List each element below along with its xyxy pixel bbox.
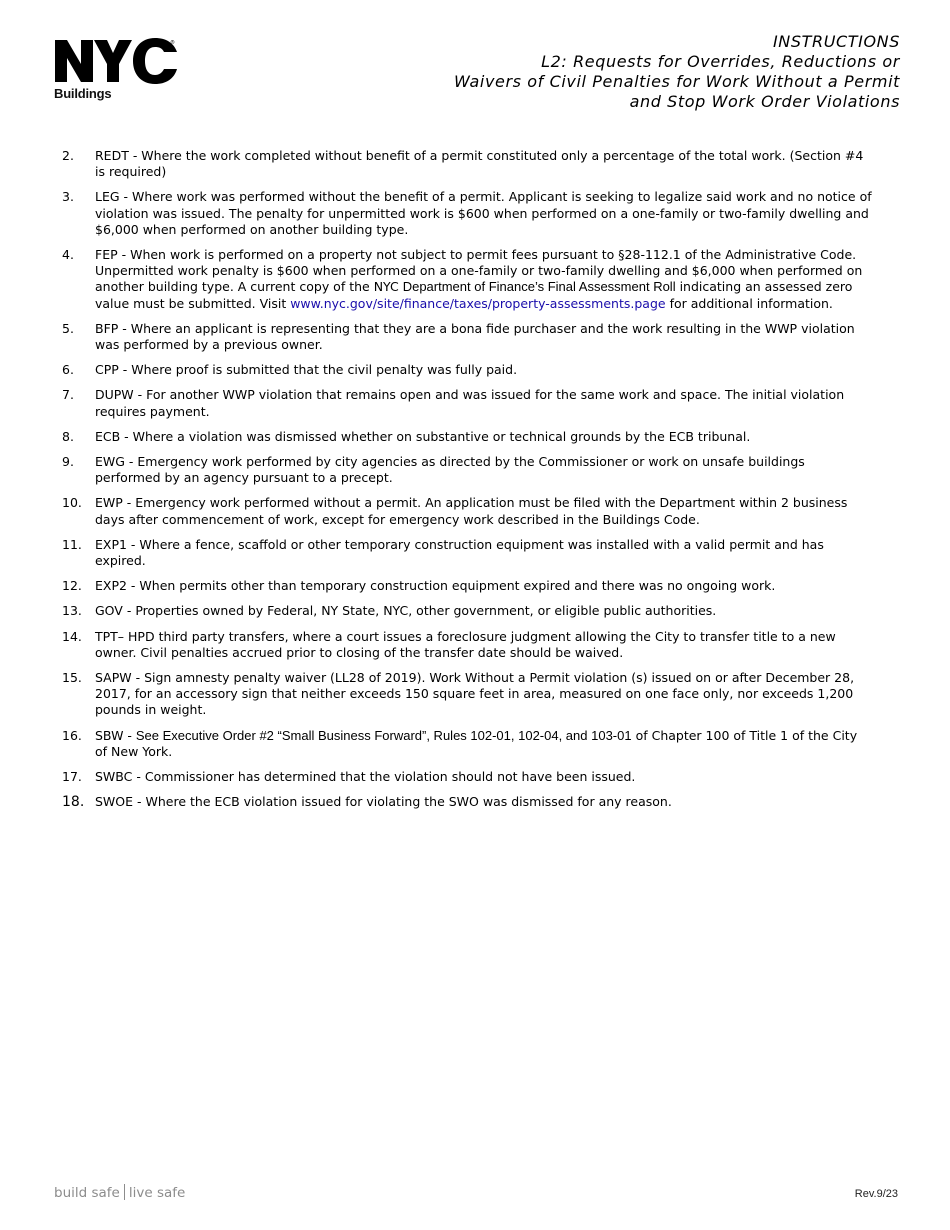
list-item <box>62 387 872 419</box>
header-subtitle-line1: L2: Requests for Overrides, Reductions or <box>541 52 900 71</box>
list-item <box>62 247 872 312</box>
item-number: 11. <box>62 536 82 552</box>
item-number: 4. <box>62 247 74 263</box>
footer-tagline <box>54 1184 185 1201</box>
item-text-part: SBW - <box>95 727 136 743</box>
item-text: DUPW - For another WWP violation that remains open and was issued for the same work and space. The initial violation requires payment. <box>95 387 845 419</box>
list-item <box>62 537 872 569</box>
item-text-part: indicating an assessed zero value must be submitted. Visit <box>95 279 853 311</box>
header-subtitle-line2: Waivers of Civil Penalties for Work Without a Permit <box>453 72 900 91</box>
item-text: SAPW - Sign amnesty penalty waiver (LL28 of 2019). Work Without a Permit violation (s) issued on or after December 28, 2017, for an accessory sign that neither exceeds 150 square feet in area, measured on one face only, nor exceeds 1,200 pounds in weight. <box>95 670 855 718</box>
tagline-live-safe: live safe <box>128 1185 186 1201</box>
item-number: 17. <box>62 769 82 785</box>
list-item <box>62 794 872 810</box>
item-text <box>95 247 872 312</box>
list-item <box>62 578 872 594</box>
item-number: 10. <box>62 495 82 511</box>
logo-subtitle: Buildings <box>54 86 112 101</box>
list-item <box>62 429 872 445</box>
item-text: CPP - Where proof is submitted that the civil penalty was fully paid. <box>95 362 518 378</box>
item-text: EXP2 - When permits other than temporary construction equipment expired and there was no ongoing work. <box>95 578 776 594</box>
item-text <box>95 728 872 760</box>
list-item <box>62 321 872 353</box>
item-text-part: of Chapter 100 of Title 1 of the City of New York. <box>95 727 858 759</box>
list-item <box>62 454 872 486</box>
list-item <box>62 670 872 719</box>
item-text: REDT - Where the work completed without benefit of a permit constituted only a percentage of the total work. (Section #4 is required) <box>95 148 864 180</box>
svg-text:®: ® <box>170 40 175 46</box>
item-number: 14. <box>62 628 82 644</box>
header-title: INSTRUCTIONS <box>772 32 900 51</box>
item-text: SWOE - Where the ECB violation issued for violating the SWO was dismissed for any reason. <box>95 794 672 810</box>
item-text-part: FEP - When work is performed on a property not subject to permit fees pursuant to §28-112.1 of the Administrative Code. Unpermitted work penalty is $600 when performed on a one-family or two-family dwelling and $6,000 when performed on another building type. A current copy of the NYC <box>95 247 863 295</box>
finance-roll-reference: Department of Finance’s Final Assessment Roll <box>402 279 676 295</box>
list-item <box>62 148 872 180</box>
tagline-build-safe: build safe <box>54 1185 120 1201</box>
revision-label: Rev.9/23 <box>854 1188 898 1200</box>
item-text: ECB - Where a violation was dismissed whether on substantive or technical grounds by the ECB tribunal. <box>95 428 751 444</box>
item-number: 8. <box>62 428 74 444</box>
item-number: 13. <box>62 603 82 619</box>
property-assessments-link[interactable]: www.nyc.gov/site/finance/taxes/property-assessments.page <box>290 295 666 311</box>
item-text-part: for additional information. <box>665 295 833 311</box>
item-text: GOV - Properties owned by Federal, NY State, NYC, other government, or eligible public authorities. <box>95 603 717 619</box>
item-text: EXP1 - Where a fence, scaffold or other temporary construction equipment was installed with a valid permit and has expired. <box>95 536 824 569</box>
list-item <box>62 495 872 527</box>
item-number: 7. <box>62 387 74 403</box>
item-number: 6. <box>62 362 74 378</box>
header-subtitle-line3: and Stop Work Order Violations <box>629 92 900 111</box>
nyc-logo-wordmark <box>54 38 178 84</box>
list-item <box>62 629 872 661</box>
item-number: 18. <box>62 794 85 811</box>
item-number: 15. <box>62 670 82 686</box>
item-text: BFP - Where an applicant is representing that they are a bona fide purchaser and the work resulting in the WWP violation was performed by a previous owner. <box>95 320 855 353</box>
item-text: EWP - Emergency work performed without a permit. An application must be filed with the Department within 2 business days after commencement of work, except for emergency work described in the Buildings Code. <box>95 495 848 527</box>
instruction-list <box>62 148 872 820</box>
item-number: 5. <box>62 320 74 336</box>
item-number: 3. <box>62 189 74 205</box>
item-text: EWG - Emergency work performed by city agencies as directed by the Commissioner or work on unsafe buildings performed by an agency pursuant to a precept. <box>95 454 805 486</box>
item-number: 9. <box>62 454 74 470</box>
item-text: TPT– HPD third party transfers, where a court issues a foreclosure judgment allowing the City to transfer title to a new owner. Civil penalties accrued prior to closing of the transfer date should be waived. <box>95 628 836 660</box>
list-item <box>62 362 872 378</box>
item-text: SWBC - Commissioner has determined that the violation should not have been issued. <box>95 769 636 785</box>
item-number: 2. <box>62 148 74 163</box>
nyc-buildings-logo <box>54 38 178 84</box>
item-number: 12. <box>62 578 82 594</box>
item-text: LEG - Where work was performed without the benefit of a permit. Applicant is seeking to legalize said work and no notice of violation was issued. The penalty for unpermitted work is $600 when performed on a one-family or two-family dwelling and $6,000 when performed on another building type. <box>95 189 872 237</box>
list-item <box>62 603 872 619</box>
list-item <box>62 728 872 760</box>
item-number: 16. <box>62 727 82 743</box>
list-item <box>62 189 872 238</box>
document-header <box>380 32 900 112</box>
tagline-divider <box>124 1184 125 1200</box>
executive-order-reference: See Executive Order #2 “Small Business Forward”, Rules 102-01, 102-04, and 103-01 <box>135 727 632 743</box>
list-item <box>62 769 872 785</box>
